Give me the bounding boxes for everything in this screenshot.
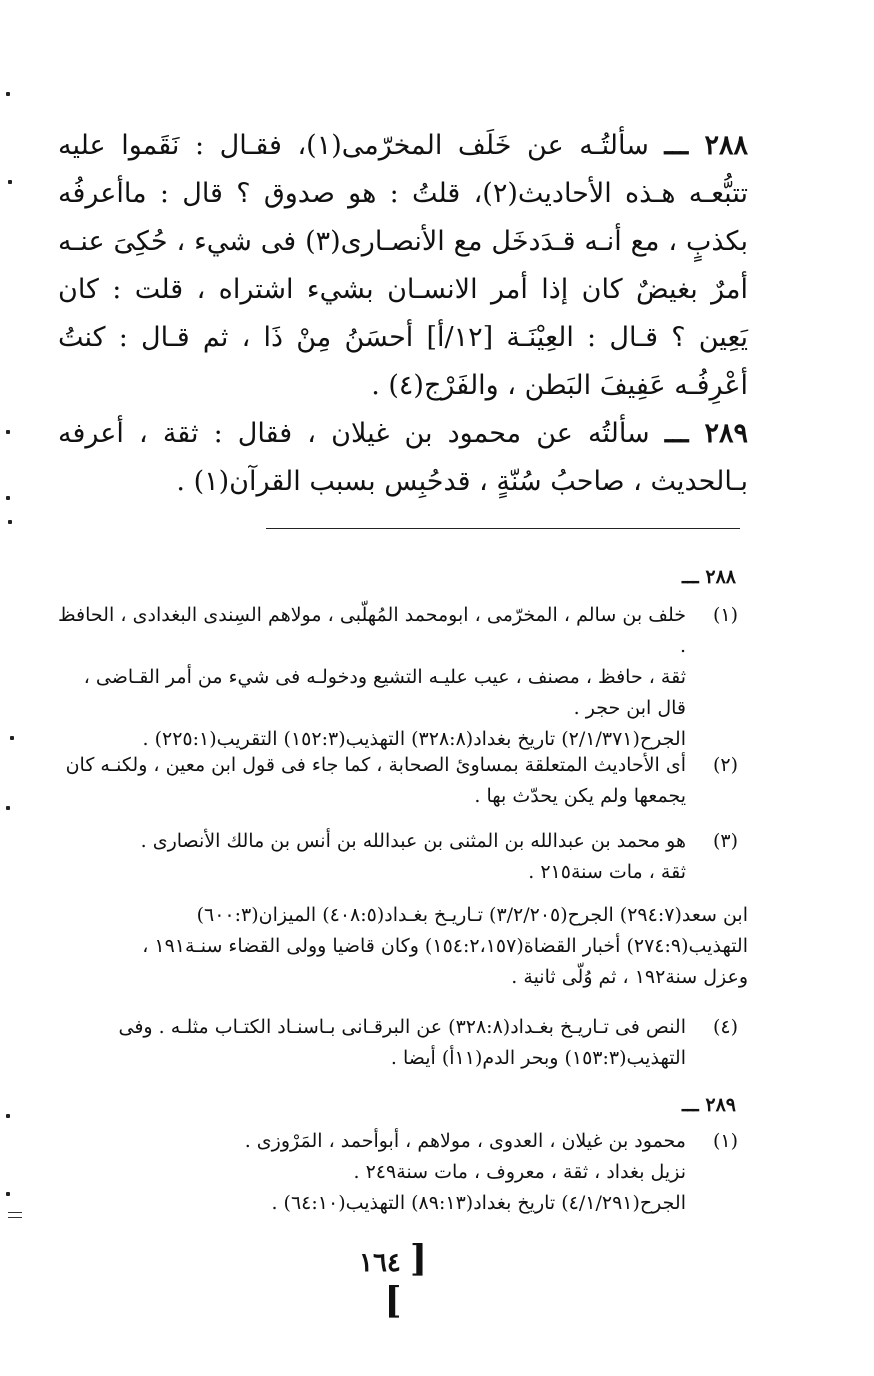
footnote-line: نزيل بغداد ، ثقة ، معروف ، مات سنة٢٤٩ .	[353, 1161, 686, 1183]
footnote-line: قال ابن حجر .	[573, 697, 686, 719]
footnote-line: النص فى تـاريـخ بغـداد(٣٢٨:٨) عن البرقـانى بـاسنـاد الكتـاب مثلـه . وفى	[118, 1016, 686, 1038]
footnote-line: هو محمد بن عبدالله بن المثنى بن عبدالله بن أنس بن مالك الأنصارى .	[140, 830, 686, 852]
footnote-number: (١)	[712, 604, 738, 626]
footnote-number: (٣)	[712, 830, 738, 852]
footnote-line: وعزل سنة١٩٢ ، ثم وُلّى ثانية .	[511, 966, 748, 988]
scan-speck	[6, 496, 10, 500]
footnote-line: الجرح(٢/١/٣٧١) تاريخ بغداد(٣٢٨:٨) التهذيب(١٥٢:٣) التقريب(٢٢٥:١) .	[142, 728, 686, 750]
footnote-continuation	[58, 900, 748, 993]
footnote-line: ثقة ، مات سنة٢١٥ .	[528, 861, 686, 883]
scan-speck	[6, 92, 10, 96]
footnote	[58, 1126, 738, 1219]
footnote-section-heading: ٢٨٩ ـــ	[682, 1094, 736, 1116]
scan-speck	[10, 736, 14, 740]
entry-number: ٢٨٨ ـــ	[664, 130, 748, 161]
footnote-number: (٤)	[712, 1016, 738, 1038]
scan-speck	[6, 1114, 10, 1118]
footnote	[58, 600, 738, 755]
scan-speck	[8, 1212, 22, 1218]
entry-text: سألتُه عن محمود بن غيلان ، فقال : ثقة ، أعرفه بـالحديث ، صاحبُ سُنّةٍ ، قدحُبِس بسبب القرآن(١) .	[58, 418, 748, 497]
footnote-section-heading: ٢٨٨ ـــ	[682, 566, 736, 588]
footnote	[58, 750, 738, 812]
footnote-line: خلف بن سالم ، المخرّمى ، ابومحمد المُهلّبى ، مولاهم السِندى البغدادى ، الحافظ .	[58, 604, 686, 657]
footnote-line: التهذيب(١٥٣:٣) وبحر الدم(١١أ) أيضا .	[390, 1047, 686, 1069]
footnote	[58, 826, 738, 888]
entry-text: سألتُـه عن خَلَف المخرّمى(١)، فقـال : نَقَموا عليه تتبُّعـه هـذه الأحاديث(٢)، قلتُ : هو صدوق ؟ قال : ماأعرفُه بكذبٍ ، مع أنـه قـدَدخَل مع الأنصـارى(٣) فى شيء ، حُكِىَ عنـه أمرٌ بغيضٌ كان إذا أمر الانسـان بشيء اشتراه ، قلت : كان يَعِين ؟ قـال : العِيْنَـة [١٢/أ] أحسَنُ مِنْ ذَا ، ثم قـال : كنتُ أعْرِفُـه عَفِيفَ البَطن ، والفَرْج(٤) .	[58, 130, 748, 401]
footnote-number: (٢)	[712, 754, 738, 776]
footnote-number: (١)	[712, 1130, 738, 1152]
scan-speck	[6, 430, 10, 434]
footnote-divider	[266, 528, 740, 529]
footnote-line: ثقة ، حافظ ، مصنف ، عيب عليـه التشيع ودخولـه فى شيء من أمر القـاضى ،	[83, 666, 686, 688]
footnote-line: أى الأحاديث المتعلقة بمساوئ الصحابة ، كما جاء فى قول ابن معين ، ولكنـه كان	[65, 754, 686, 776]
scan-speck	[6, 1192, 10, 1196]
scan-speck	[6, 806, 10, 810]
footnote-line: ابن سعد(٢٩٤:٧) الجرح(٣/٢/٢٠٥) تـاريـخ بغـداد(٤٠٨:٥) الميزان(٦٠٠:٣)	[196, 904, 748, 926]
entry-number: ٢٨٩ ـــ	[664, 418, 748, 449]
footnote-line: يجمعها ولم يكن يحدّث بها .	[474, 785, 686, 807]
footnote-line: الجرح(٤/١/٢٩١) تاريخ بغداد(٨٩:١٣) التهذيب(٦٤:١٠) .	[271, 1192, 686, 1214]
page-number: [ ١٦٤ ]	[358, 1238, 427, 1322]
entry-288	[58, 122, 748, 410]
scan-speck	[8, 520, 12, 524]
entry-289	[58, 410, 748, 506]
scan-speck	[8, 180, 12, 184]
footnote	[58, 1012, 738, 1074]
footnote-line: محمود بن غيلان ، العدوى ، مولاهم ، أبوأحمد ، المَرْوزى .	[244, 1130, 686, 1152]
footnote-line: التهذيب(٢٧٤:٩) أخبار القضاة(١٥٤:٢،١٥٧) وكان قاضيا وولى القضاء سنـة١٩١ ،	[142, 935, 748, 957]
